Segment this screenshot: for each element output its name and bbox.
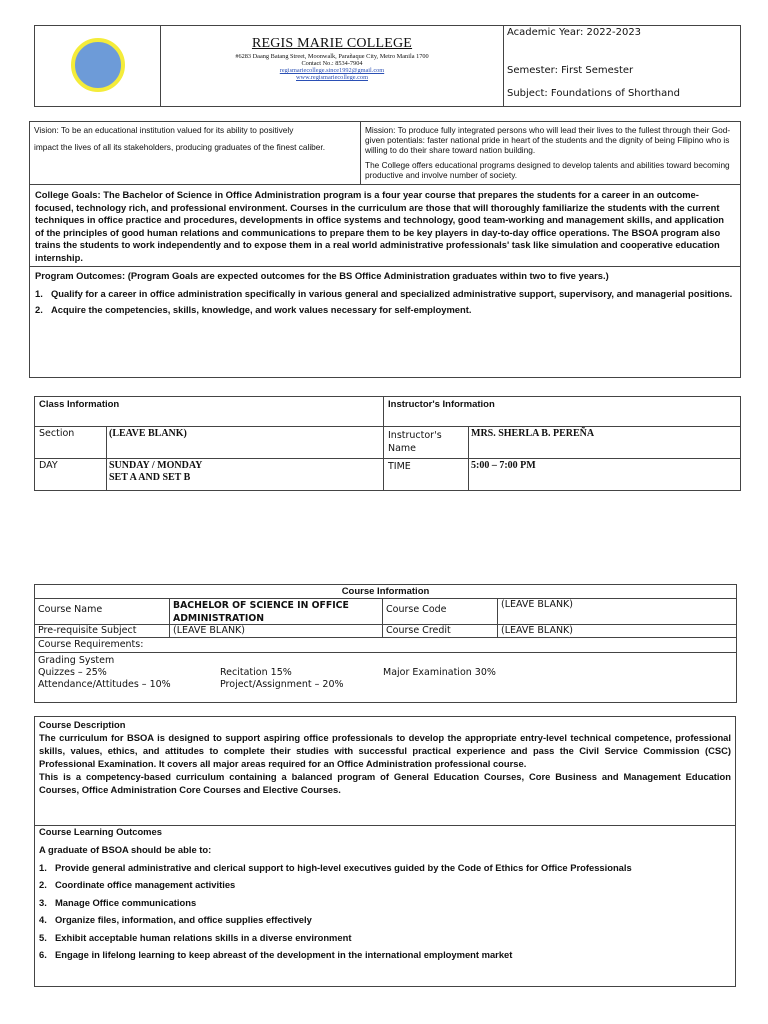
learning-outcome-item [39,862,731,874]
mission-cell [361,122,740,185]
email-line [161,67,503,74]
grade-major-exam: Major Examination 30% [383,667,496,678]
course-credit-label: Course Credit [383,625,498,638]
day-label: DAY [35,459,107,490]
course-learning-outcomes [35,826,735,986]
college-contact: Contact No.: 8534-7904 [301,60,363,67]
program-outcome-item-text: Qualify for a career in office administration specifically in various general and specialized administrative support, supervisory, and managerial positions. [51,288,733,299]
learning-outcome-item [39,879,731,891]
learning-outcome-item-number: 2. [39,879,47,890]
course-name-label: Course Name [35,599,170,625]
learning-outcome-item-text: Manage Office communications [55,896,197,908]
college-address: #6283 Daang Batang Street, Moonwalk, Parañaque City, Metro Manila 1700 [235,53,429,60]
section-label: Section [35,427,107,459]
learning-outcomes-list [39,862,731,962]
class-info-table [34,396,741,491]
college-logo [71,38,125,92]
instructor-info-heading: Instructor's Information [384,397,740,427]
course-description-box [34,716,736,987]
grade-attendance: Attendance/Attitudes – 10% [38,679,171,690]
course-credit-value: (LEAVE BLANK) [498,625,736,638]
course-description-heading: Course Description [39,719,126,730]
program-outcome-item-number: 1. [35,288,43,299]
day-value-line-1: SUNDAY / MONDAY [109,460,203,471]
grading-system [35,653,736,702]
vmgo-box [29,121,741,378]
learning-outcome-item-number: 5. [39,931,47,943]
time-value: 5:00 – 7:00 PM [471,460,536,471]
vision-cell [30,122,361,185]
learning-outcome-item [39,914,731,926]
course-description-para-1: The curriculum for BSOA is designed to support aspiring office professionals to develop the appropriate entry-level technical competence, professional skills, values, ethics, and attitudes to complete their studies with successful practical experience and pass the Civil Service Commission (CSC) Professional Examination. It covers all major areas required for an Office Administration professional course. [39,732,731,769]
course-description-para-2: This is a competency-based curriculum containing a balanced program of General Education Courses, Core Business and Management Education Courses, Office Administration Core Courses and Elective Courses. [39,771,731,795]
vision-line-2: impact the lives of all its stakeholders, producing graduates of the finest caliber. [34,142,326,152]
course-info-heading: Course Information [35,585,736,599]
instructor-name-value: MRS. SHERLA B. PEREÑA [469,427,740,459]
college-email-link[interactable]: regismariecollege.since1992@gmail.com [279,67,385,74]
section-value: (LEAVE BLANK) [107,427,384,459]
learning-outcome-item-text: Provide general administrative and clerical support to high-level executives guided by the Code of Ethics for Office Professionals [55,861,632,873]
learning-outcome-item [39,932,731,944]
college-goals: College Goals: The Bachelor of Science in Office Administration program is a four year course that prepares the students for a career in an outcome-focused, technology rich, and professional environment. Courses in the curriculum are those that will thoroughly familiarize the students with the current techniques in office practice and procedures, developments in office systems and technology, good team-working and management skills, and application of the principles of good human relations and communications to prepare them to be key players in day-to-day office operations. The BSOA program also trains the students to work independently and to expose them in a real world administrative professionals' task like simulation and cooperative education internship. [30,185,740,267]
program-outcome-item-text: Acquire the competencies, skills, knowledge, and work values necessary for self-employment. [51,304,472,315]
day-value [107,459,384,490]
program-outcomes-heading: Program Outcomes: (Program Goals are expected outcomes for the BS Office Administration graduates within two to five years.) [35,270,609,281]
course-code-value: (LEAVE BLANK) [498,599,736,625]
learning-outcomes-heading: Course Learning Outcomes [39,826,162,837]
mission-text: Mission: To produce fully integrated persons who will lead their lives to the fullest through their God-given potentials: faster national pride in heart of the students and the dignity of being Filipino who is willing to do their share toward nation building. [365,125,731,155]
learning-outcome-item-text: Coordinate office management activities [55,879,236,890]
program-outcomes [30,267,740,377]
grade-project: Project/Assignment – 20% [220,679,344,690]
mission-text-2: The College offers educational programs designed to develop talents and abilities toward becoming productive and involve number of society. [365,160,730,180]
program-outcome-item [35,304,735,316]
course-description [35,717,735,826]
grade-recitation: Recitation 15% [220,667,292,678]
academic-year: Academic Year: 2022-2023 [507,27,642,38]
program-outcomes-list [35,288,735,316]
learning-outcome-item [39,949,731,961]
prereq-value: (LEAVE BLANK) [170,625,383,638]
college-name: REGIS MARIE COLLEGE [251,36,413,51]
semester: Semester: First Semester [507,65,634,76]
website-line [161,74,503,81]
prereq-label: Pre-requisite Subject [35,625,170,638]
learning-outcome-item-text: Engage in lifelong learning to keep abreast of the development in the international employment market [55,949,513,960]
course-requirements-label: Course Requirements: [35,638,736,653]
program-outcome-item-number: 2. [35,304,43,315]
learning-outcome-item [39,897,731,909]
class-info-heading: Class Information [35,397,384,427]
logo-cell [35,26,161,106]
learning-outcome-item-text: Exhibit acceptable human relations skills in a diverse environment [55,931,352,943]
learning-outcome-item-text: Organize files, information, and office supplies effectively [55,914,312,925]
college-info-cell [161,26,504,106]
subject: Subject: Foundations of Shorthand [507,88,680,99]
vision-line-1: Vision: To be an educational institution valued for its ability to positively [34,125,294,135]
learning-outcome-item-number: 1. [39,861,47,873]
learning-outcome-item-number: 6. [39,949,47,960]
learning-outcome-item-number: 4. [39,914,47,925]
header-box [34,25,741,107]
day-value-line-2: SET A AND SET B [109,472,191,483]
instructor-name-label: Instructor's Name [384,427,469,459]
program-outcome-item [35,288,735,300]
time-label: TIME [384,459,469,490]
grade-quizzes: Quizzes – 25% [38,667,107,678]
course-name-value: BACHELOR OF SCIENCE IN OFFICE ADMINISTRATION [170,599,383,625]
course-code-label: Course Code [383,599,498,625]
college-website-link[interactable]: www.regismariecollege.com [296,74,368,81]
learning-outcomes-intro: A graduate of BSOA should be able to: [39,844,212,855]
course-info-table [34,584,737,703]
grading-system-label: Grading System [38,655,115,666]
learning-outcome-item-number: 3. [39,896,47,908]
